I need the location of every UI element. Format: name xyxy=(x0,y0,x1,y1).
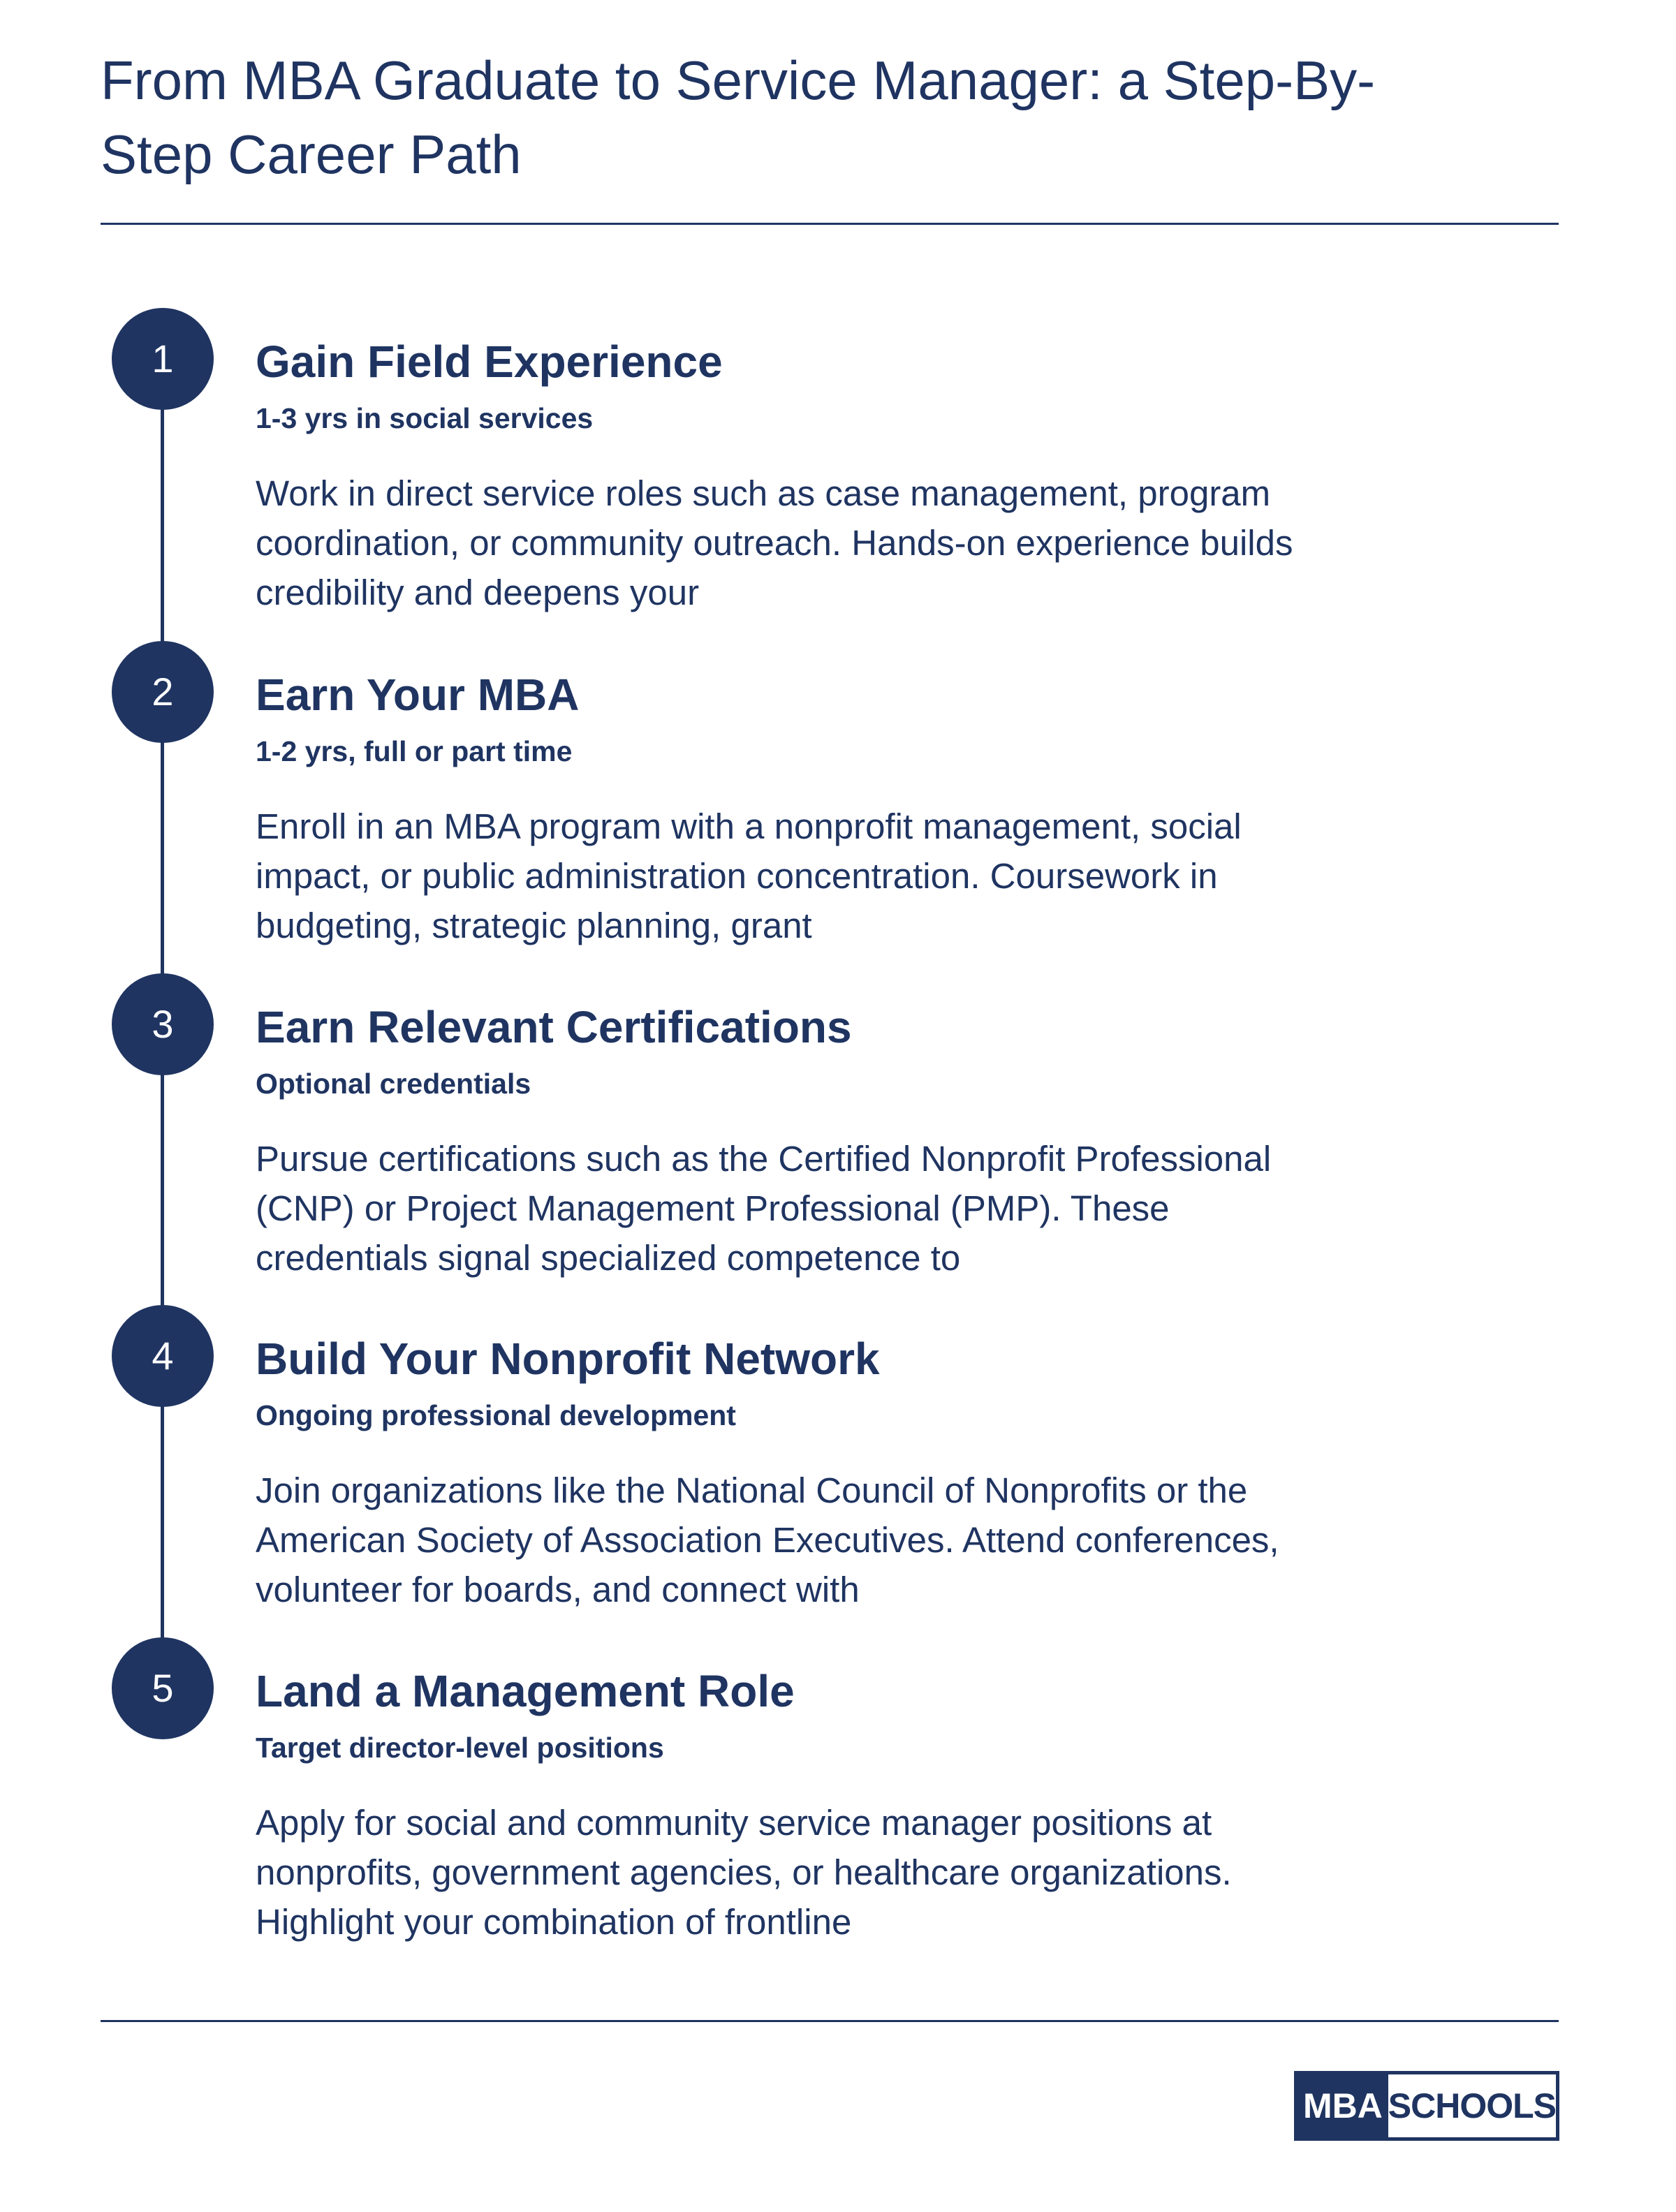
step-number-badge: 3 xyxy=(112,973,214,1075)
step-subtitle: 1-3 yrs in social services xyxy=(256,402,594,434)
step-title: Land a Management Role xyxy=(256,1666,795,1716)
page-title: From MBA Graduate to Service Manager: a Step-By-Step Career Path xyxy=(101,50,1376,185)
step-number-badge: 5 xyxy=(112,1637,214,1739)
step-title: Earn Your MBA xyxy=(256,670,580,720)
step-description: Pursue certifications such as the Certified Nonprofit Professional (CNP) or Project Management Professional (PMP). These credentials signal specialized competence to xyxy=(256,1139,1272,1278)
step-description: Apply for social and community service manager positions at nonprofits, government agencies, or healthcare organizations. Highlight your combination of frontline xyxy=(256,1803,1232,1942)
step-title: Build Your Nonprofit Network xyxy=(256,1334,880,1384)
logo-right-text: SCHOOLS xyxy=(1388,2086,1556,2125)
mba-schools-logo xyxy=(1294,2071,1559,2141)
step-description: Join organizations like the National Council of Nonprofits or the American Society of Association Executives. Attend conferences, volunteer for boards, and connect with xyxy=(256,1470,1279,1609)
step-title: Earn Relevant Certifications xyxy=(256,1002,852,1052)
top-divider xyxy=(101,223,1559,225)
step-number-badge: 1 xyxy=(112,308,214,410)
step-subtitle: Optional credentials xyxy=(256,1068,531,1100)
step-subtitle: Target director-level positions xyxy=(256,1732,664,1764)
step-number-badge: 2 xyxy=(112,641,214,743)
step-subtitle: 1-2 yrs, full or part time xyxy=(256,735,573,767)
step-title: Gain Field Experience xyxy=(256,337,723,387)
step-number-badge: 4 xyxy=(112,1305,214,1407)
logo-left-text: MBA xyxy=(1298,2074,1388,2137)
bottom-divider xyxy=(101,2020,1559,2022)
step-subtitle: Ongoing professional development xyxy=(256,1399,736,1431)
step-description: Work in direct service roles such as case management, program coordination, or community outreach. Hands-on experience builds credibility and deepens your xyxy=(256,473,1293,612)
step-description: Enroll in an MBA program with a nonprofit management, social impact, or public administration concentration. Coursework in budgeting, strategic planning, grant xyxy=(256,806,1242,945)
